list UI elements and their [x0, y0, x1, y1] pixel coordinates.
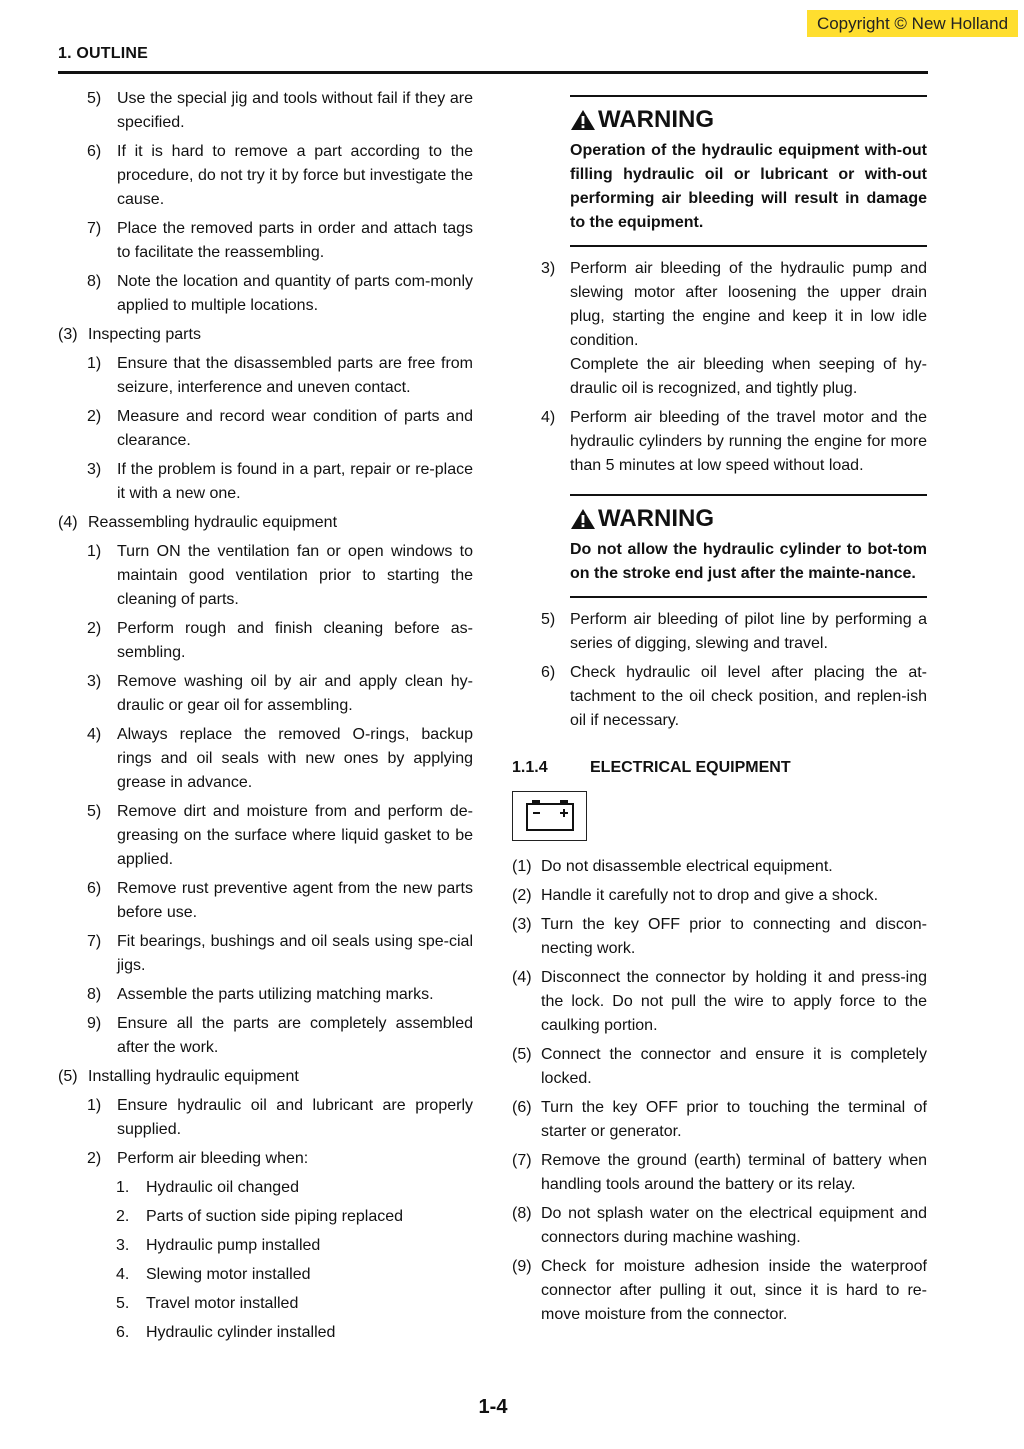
item-text: Reassembling hydraulic equipment — [88, 514, 338, 531]
list-item — [58, 1292, 473, 1316]
item-number: (6) — [512, 1099, 532, 1116]
item-number: 2) — [87, 1150, 102, 1167]
item-text-continued: Complete the air bleeding when seeping of hy-draulic oil is recognized, and tightly plug. — [570, 356, 927, 397]
item-text: Turn ON the ventilation fan or open windows to maintain good ventilation prior to starting the cleaning of parts. — [117, 543, 473, 608]
item-text: Place the removed parts in order and attach tags to facilitate the reassembling. — [117, 220, 473, 261]
item-text: Ensure that the disassembled parts are free from seizure, interference and uneven contact. — [117, 355, 473, 396]
item-text: Turn the key OFF prior to touching the terminal of starter or generator. — [541, 1099, 927, 1140]
item-number: (9) — [512, 1258, 532, 1275]
list-item — [58, 877, 473, 925]
item-text: If the problem is found in a part, repair or re-place it with a new one. — [117, 461, 473, 502]
item-text: Remove rust preventive agent from the new parts before use. — [117, 880, 473, 921]
list-item — [58, 617, 473, 665]
list-item — [512, 1255, 927, 1327]
list-item — [512, 1149, 927, 1197]
list-item — [58, 1234, 473, 1258]
item-number: 4) — [541, 409, 556, 426]
page-number: 1-4 — [478, 1396, 508, 1418]
list-item — [58, 723, 473, 795]
warning-text: Operation of the hydraulic equipment with-out filling hydraulic oil or lubricant or with-out performing air bleeding will result in damage to the equipment. — [570, 142, 927, 231]
warning-title: WARNING — [598, 505, 714, 532]
copyright-badge: Copyright © New Holland — [807, 10, 1018, 37]
item-number: (5) — [512, 1046, 532, 1063]
list-item — [58, 800, 473, 872]
item-number: 7) — [87, 933, 102, 950]
list-item — [58, 270, 473, 318]
list-item — [58, 87, 473, 135]
item-text: Use the special jig and tools without fail if they are specified. — [117, 90, 473, 131]
item-number: (3) — [58, 326, 78, 343]
list-item — [58, 670, 473, 718]
item-number: 6) — [87, 143, 102, 160]
list-item — [58, 1205, 473, 1229]
list-item — [512, 257, 927, 401]
left-procedure-list — [58, 87, 473, 1345]
list-item — [512, 661, 927, 733]
item-text: Turn the key OFF prior to connecting and discon-necting work. — [541, 916, 927, 957]
item-number: 8) — [87, 986, 102, 1003]
item-text: Slewing motor installed — [146, 1266, 311, 1283]
chapter-title: 1. OUTLINE — [58, 45, 149, 62]
item-text: Note the location and quantity of parts com-monly applied to multiple locations. — [117, 273, 473, 314]
item-text: Perform air bleeding when: — [117, 1150, 309, 1167]
item-number: 7) — [87, 220, 102, 237]
item-text: Remove dirt and moisture from and perform de-greasing on the surface where liquid gasket to be applied. — [117, 803, 473, 868]
air-bleeding-steps — [512, 257, 927, 478]
item-text: Ensure hydraulic oil and lubricant are properly supplied. — [117, 1097, 473, 1138]
list-item — [512, 884, 927, 908]
right-column — [512, 95, 927, 1332]
item-text: Connect the connector and ensure it is completely locked. — [541, 1046, 927, 1087]
item-text: Hydraulic pump installed — [146, 1237, 321, 1254]
item-text: Always replace the removed O-rings, backup rings and oil seals with new ones by applying grease in advance. — [117, 726, 473, 791]
item-text: Perform air bleeding of pilot line by performing a series of digging, slewing and travel. — [570, 611, 927, 652]
list-item — [512, 913, 927, 961]
item-text: Hydraulic cylinder installed — [146, 1324, 336, 1341]
list-item — [58, 323, 473, 347]
item-text: If it is hard to remove a part according to the procedure, do not try it by force but investigate the cause. — [117, 143, 473, 208]
item-number: 2) — [87, 408, 102, 425]
warning-title: WARNING — [598, 106, 714, 133]
item-number: 9) — [87, 1015, 102, 1032]
warning-triangle-icon — [570, 109, 596, 131]
list-item — [58, 1094, 473, 1142]
list-item — [58, 405, 473, 453]
list-item — [58, 540, 473, 612]
item-text: Ensure all the parts are completely assembled after the work. — [117, 1015, 473, 1056]
item-text: Check hydraulic oil level after placing the at-tachment to the oil check position, and replen-ish oil if necessary. — [570, 664, 927, 729]
item-number: 1) — [87, 543, 102, 560]
item-text: Handle it carefully not to drop and give a shock. — [541, 887, 879, 904]
item-number: 3. — [116, 1237, 130, 1254]
list-item — [58, 1176, 473, 1200]
list-item — [58, 1065, 473, 1089]
left-column — [58, 87, 473, 1350]
list-item — [512, 855, 927, 879]
list-item — [512, 406, 927, 478]
pilot-line-steps — [512, 608, 927, 733]
item-number: (2) — [512, 887, 532, 904]
list-item — [58, 1012, 473, 1060]
electrical-precautions-list — [512, 855, 927, 1327]
item-number: 2. — [116, 1208, 130, 1225]
item-number: 4. — [116, 1266, 130, 1283]
section-title: ELECTRICAL EQUIPMENT — [590, 759, 791, 776]
item-text: Remove washing oil by air and apply clean hy-draulic or gear oil for assembling. — [117, 673, 473, 714]
list-item — [58, 511, 473, 535]
list-item — [58, 1263, 473, 1287]
warning-triangle-icon — [570, 508, 596, 530]
item-text: Do not splash water on the electrical equipment and connectors during machine washing. — [541, 1205, 927, 1246]
item-text: Do not disassemble electrical equipment. — [541, 858, 833, 875]
item-text: Hydraulic oil changed — [146, 1179, 299, 1196]
item-number: 5) — [87, 90, 102, 107]
item-text: Parts of suction side piping replaced — [146, 1208, 404, 1225]
item-text: Fit bearings, bushings and oil seals using spe-cial jigs. — [117, 933, 473, 974]
item-text: Perform air bleeding of the hydraulic pump and slewing motor after loosening the upper drain plug, starting the engine and keep it in low idle condition. — [570, 260, 927, 349]
warning-heading — [570, 504, 927, 534]
list-item — [58, 458, 473, 506]
item-number: 8) — [87, 273, 102, 290]
battery-icon-box — [512, 791, 587, 841]
item-text: Remove the ground (earth) terminal of battery when handling tools around the battery or its relay. — [541, 1152, 927, 1193]
item-text: Check for moisture adhesion inside the waterproof connector after pulling it out, since it is hard to re-move moisture from the connector. — [541, 1258, 927, 1323]
item-number: 1) — [87, 1097, 102, 1114]
item-text: Disconnect the connector by holding it and press-ing the lock. Do not pull the wire to apply force to the caulking portion. — [541, 969, 927, 1034]
item-number: 5. — [116, 1295, 130, 1312]
battery-icon — [524, 800, 576, 832]
list-item — [58, 352, 473, 400]
item-number: 5) — [541, 611, 556, 628]
list-item — [512, 966, 927, 1038]
list-item — [58, 1321, 473, 1345]
item-text: Inspecting parts — [88, 326, 201, 343]
header-rule — [58, 71, 928, 74]
item-text: Perform air bleeding of the travel motor and the hydraulic cylinders by running the engine for more than 5 minutes at low speed without load. — [570, 409, 927, 474]
item-number: (7) — [512, 1152, 532, 1169]
section-heading — [512, 759, 927, 777]
item-number: 6) — [541, 664, 556, 681]
item-number: 1. — [116, 1179, 130, 1196]
warning-box-oil — [570, 95, 927, 247]
item-number: (1) — [512, 858, 532, 875]
item-text: Installing hydraulic equipment — [88, 1068, 299, 1085]
item-number: 2) — [87, 620, 102, 637]
list-item — [512, 1043, 927, 1091]
item-number: (5) — [58, 1068, 78, 1085]
item-number: 3) — [541, 260, 556, 277]
warning-text: Do not allow the hydraulic cylinder to bot-tom on the stroke end just after the mainte-nance. — [570, 541, 927, 582]
item-text: Perform rough and finish cleaning before as-sembling. — [117, 620, 473, 661]
list-item — [58, 1147, 473, 1171]
item-text: Assemble the parts utilizing matching marks. — [117, 986, 434, 1003]
item-number: (3) — [512, 916, 532, 933]
item-number: 5) — [87, 803, 102, 820]
item-text: Travel motor installed — [146, 1295, 299, 1312]
item-number: 4) — [87, 726, 102, 743]
list-item — [512, 608, 927, 656]
list-item — [512, 1202, 927, 1250]
list-item — [58, 140, 473, 212]
item-number: (8) — [512, 1205, 532, 1222]
item-text: Measure and record wear condition of parts and clearance. — [117, 408, 473, 449]
item-number: 3) — [87, 673, 102, 690]
list-item — [512, 1096, 927, 1144]
item-number: 3) — [87, 461, 102, 478]
item-number: 6) — [87, 880, 102, 897]
warning-box-cylinder — [570, 494, 927, 598]
warning-heading — [570, 105, 927, 135]
item-number: (4) — [58, 514, 78, 531]
list-item — [58, 217, 473, 265]
list-item — [58, 983, 473, 1007]
item-number: 1) — [87, 355, 102, 372]
item-number: 6. — [116, 1324, 130, 1341]
list-item — [58, 930, 473, 978]
item-number: (4) — [512, 969, 532, 986]
section-number: 1.1.4 — [512, 759, 548, 776]
